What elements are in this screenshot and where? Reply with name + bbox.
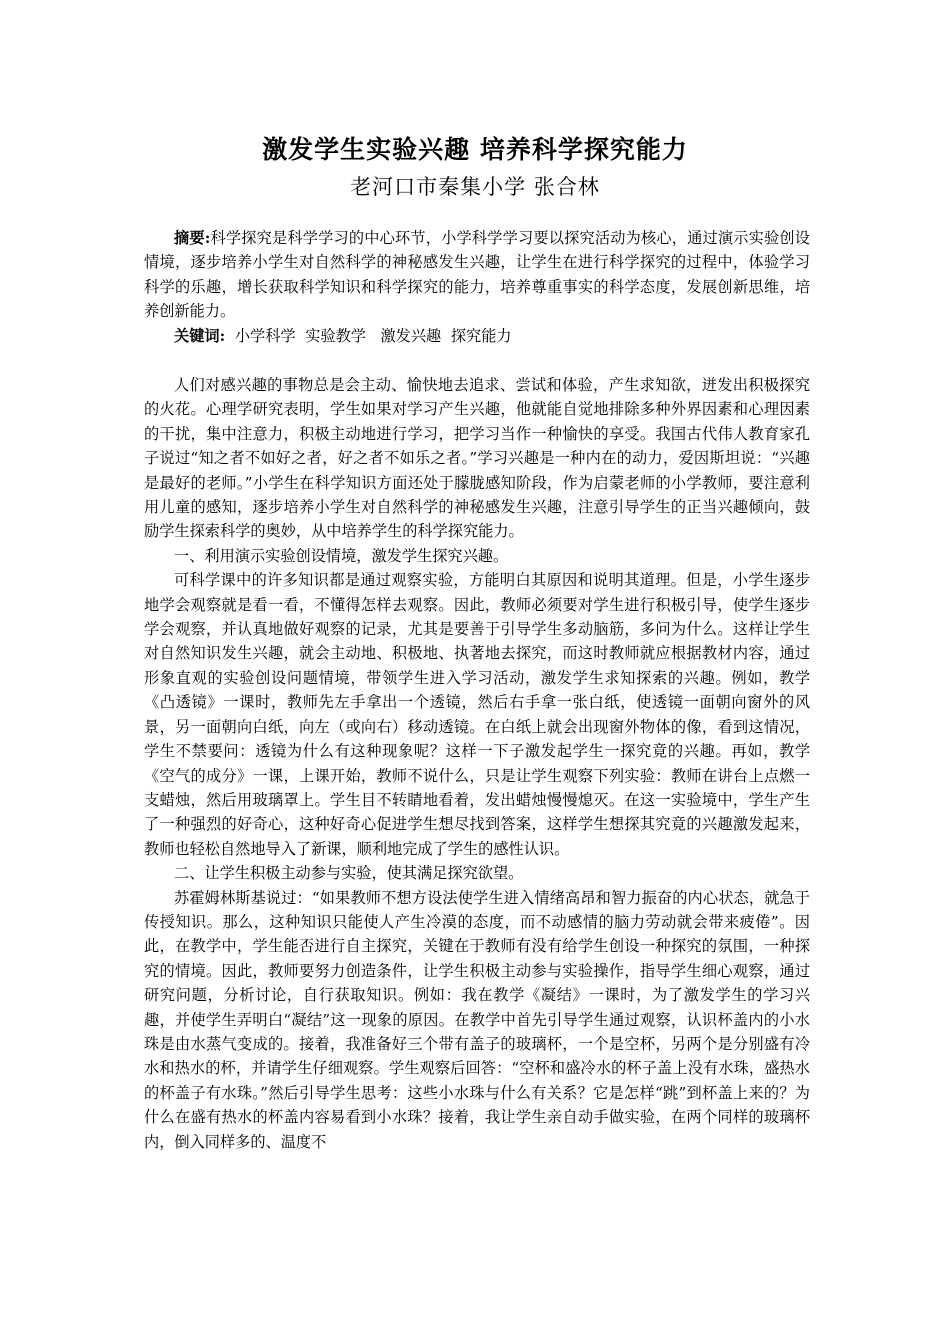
paragraph-intro: 人们对感兴趣的事物总是会主动、愉快地去追求、尝试和体验，产生求知欲，迸发出积极探究的火花。心理学研究表明，学生如果对学习产生兴趣，他就能自觉地排除多种外界因素和心理因素的干扰，集中注意力，积极主动地进行学习，把学习当作一种愉快的享受。我国古代伟人教育家孔子说过“知之者不如好之者，好之者不如乐之者。”学习兴趣是一种内在的动力，爱因斯坦说：“兴趣是最好的老师。”小学生在科学知识方面还处于朦胧感知阶段，作为启蒙老师的小学教师，要注意利用儿童的感知，逐步培养小学生对自然科学的神秘感发生兴趣，注意引导学生的正当兴趣倾向，鼓励学生探索科学的奥妙，从中培养学生的科学探究能力。 [144, 376, 810, 541]
paragraph-section-1: 可科学课中的许多知识都是通过观察实验，方能明白其原因和说明其道理。但是，小学生逐步地学会观察就是看一看，不懂得怎样去观察。因此，教师必须要对学生进行积极引导，使学生逐步学会观察，并认真地做好观察的记录，尤其是要善于引导学生多动脑筋，多问为什么。这样让学生对自然知识发生兴趣，就会主动地、积极地、执著地去探究，而这时教师就应根据教材内容，通过形象直观的实验创设问题情境，带领学生进入学习活动，激发学生求知探索的兴趣。例如，教学《凸透镜》一课时，教师先左手拿出一个透镜，然后右手拿一张白纸，使透镜一面朝向窗外的风景，另一面朝向白纸，向左（或向右）移动透镜。在白纸上就会出现窗外物体的像，看到这情况，学生不禁要问：透镜为什么有这种现象呢？这样一下子激发起学生一探究竟的兴趣。再如，教学《空气的成分》一课，上课开始，教师不说什么，只是让学生观察下列实验：教师在讲台上点燃一支蜡烛，然后用玻璃罩上。学生目不转睛地看着，发出蜡烛慢慢熄灭。在这一实验境中，学生产生了一种强烈的好奇心，这种好奇心促进学生想尽找到答案，这样学生想探其究竟的兴趣激发起来，教师也轻松自然地导入了新课，顺利地完成了学生的感性认识。 [144, 571, 810, 858]
section-heading-1: 一、利用演示实验创设情境，激发学生探究兴趣。 [174, 546, 509, 565]
document-author: 老河口市秦集小学 张合林 [350, 175, 600, 199]
document-title: 激发学生实验兴趣 培养科学探究能力 [262, 135, 688, 164]
keywords-label: 关键词: [174, 327, 226, 345]
keywords [144, 324, 810, 348]
abstract-label: 摘要: [174, 229, 211, 247]
abstract [144, 226, 810, 324]
abstract-text: 科学探究是科学学习的中心环节，小学科学学习要以探究活动为核心，通过演示实验创设情境，逐步培养小学生对自然科学的神秘感发生兴趣，让学生在进行科学探究的过程中，体验学习科学的乐趣，增长获取科学知识和科学探究的能力，培养尊重事实的科学态度，发展创新思维，培养创新能力。 [144, 229, 810, 321]
keywords-text: 小学科学 实验教学 激发兴趣 探究能力 [225, 327, 512, 345]
paragraph-section-2: 苏霍姆林斯基说过：“如果教师不想方设法使学生进入情绪高昂和智力振奋的内心状态，就急于传授知识。那么，这种知识只能使人产生冷漠的态度，而不动感情的脑力劳动就会带来疲倦”。因此，在教学中，学生能否进行自主探究，关键在于教师有没有给学生创设一种探究的氛围，一种探究的情境。因此，教师要努力创造条件，让学生积极主动参与实验操作，指导学生细心观察，通过研究问题，分析讨论，自行获取知识。例如：我在教学《凝结》一课时，为了激发学生的学习兴趣，并使学生弄明白“凝结”这一现象的原因。在教学中首先引导学生通过观察，认识杯盖内的小水珠是由水蒸气变成的。接着，我准备好三个带有盖子的玻璃杯，一个是空杯，另两个是分别盛有冷水和热水的杯，并请学生仔细观察。学生观察后回答：“空杯和盛冷水的杯子盖上没有水珠，盛热水的杯盖子有水珠。”然后引导学生思考：这些小水珠与什么有关系？它是怎样“跳”到杯盖上来的？为什么在盛有热水的杯盖内容易看到小水珠？接着，我让学生亲自动手做实验，在两个同样的玻璃杯内，倒入同样多的、温度不 [144, 888, 810, 1151]
section-heading-2: 二、让学生积极主动参与实验，使其满足探究欲望。 [174, 864, 524, 883]
body-text [144, 373, 810, 1154]
